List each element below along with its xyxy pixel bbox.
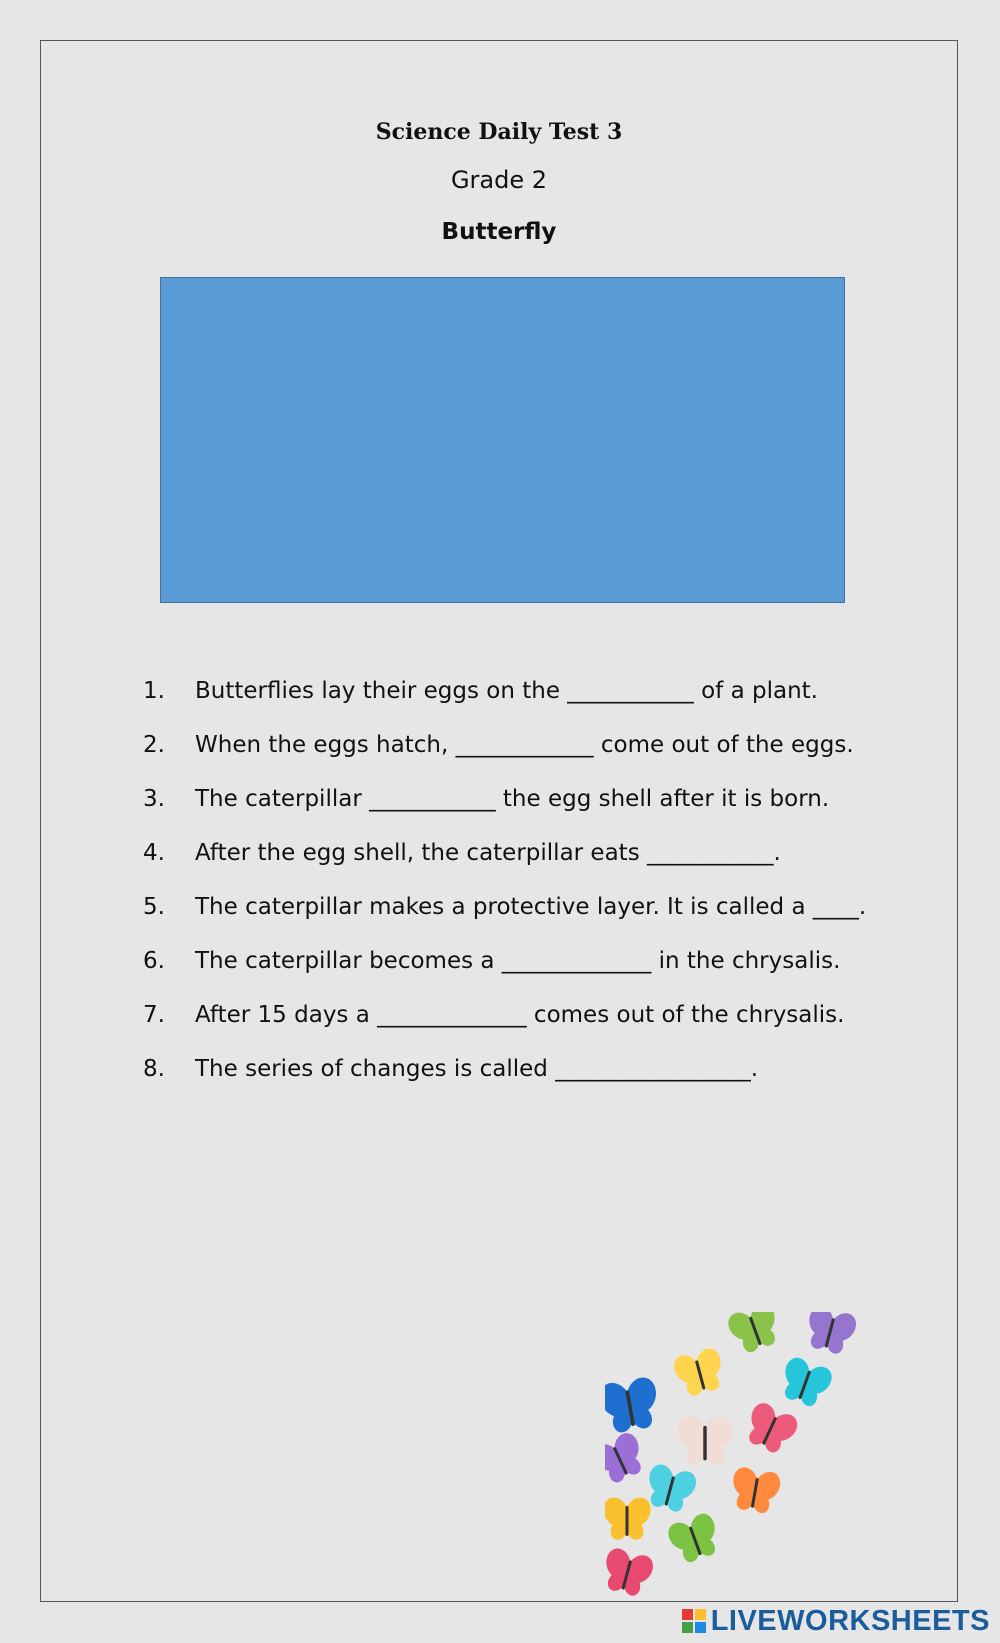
lime-butterfly-icon: [659, 1505, 729, 1570]
pale-butterfly-icon: [673, 1411, 738, 1467]
question-item: [143, 835, 921, 872]
question-item: [143, 727, 921, 764]
question-text: The caterpillar ___________ the egg shell after it is born.: [195, 786, 830, 812]
pink-butterfly-icon: [735, 1394, 807, 1462]
question-item: [143, 889, 921, 926]
liveworksheets-logo: [681, 1604, 990, 1638]
question-text: Butterflies lay their eggs on the ___________ of a plant.: [195, 678, 818, 704]
question-number: 4.: [143, 840, 165, 866]
question-text: The caterpillar makes a protective layer. It is called a ____.: [195, 894, 867, 920]
question-item: [143, 1051, 921, 1088]
purple-butterfly-icon: [797, 1312, 864, 1361]
question-number: 5.: [143, 894, 165, 920]
question-text: The caterpillar becomes a _____________ in the chrysalis.: [195, 948, 841, 974]
liveworksheets-logo-icon: [681, 1608, 707, 1634]
green-butterfly-icon: [719, 1312, 789, 1361]
question-text: The series of changes is called _________________.: [195, 1056, 759, 1082]
question-text: After 15 days a _____________ comes out of the chrysalis.: [195, 1002, 845, 1028]
violet-butterfly-icon: [605, 1424, 655, 1492]
question-number: 6.: [143, 948, 165, 974]
topic-heading: Butterfly: [441, 219, 557, 245]
rose-butterfly-icon: [605, 1541, 661, 1602]
question-text: After the egg shell, the caterpillar eats ___________.: [195, 840, 781, 866]
teal-butterfly-icon: [771, 1349, 841, 1414]
worksheet-title: Science Daily Test 3: [375, 119, 623, 145]
image-placeholder-box: [160, 277, 845, 603]
question-item: [143, 781, 921, 818]
question-text: When the eggs hatch, ____________ come out of the eggs.: [195, 732, 854, 758]
question-item: [143, 673, 921, 710]
question-number: 2.: [143, 732, 165, 758]
question-item: [143, 997, 921, 1034]
question-number: 8.: [143, 1056, 165, 1082]
orange-butterfly-icon: [723, 1461, 787, 1519]
liveworksheets-logo-text: LIVEWORKSHEETS: [710, 1604, 990, 1637]
gold-butterfly-icon: [605, 1493, 655, 1542]
question-number: 3.: [143, 786, 165, 812]
blue-butterfly-icon: [605, 1370, 668, 1440]
question-item: [143, 943, 921, 980]
question-list: [143, 673, 921, 1105]
butterflies-illustration: [605, 1312, 905, 1602]
grade-label: Grade 2: [450, 166, 548, 194]
question-number: 1.: [143, 678, 165, 704]
yellow-butterfly-icon: [666, 1341, 733, 1403]
question-number: 7.: [143, 1002, 165, 1028]
